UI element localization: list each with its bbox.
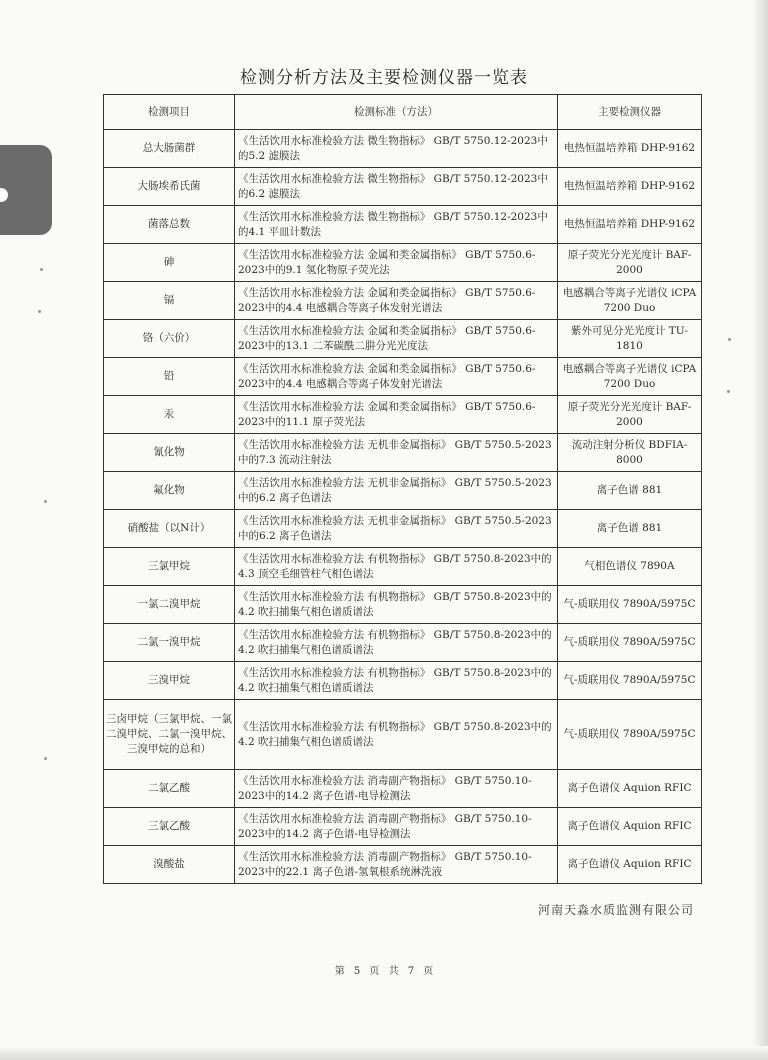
instrument-cell: 气-质联用仪 7890A/5975C xyxy=(558,586,702,624)
scan-speck xyxy=(44,500,47,503)
standard-cell: 《生活饮用水标准检验方法 有机物指标》 GB/T 5750.8-2023中的4.2 吹扫捕集气相色谱质谱法 xyxy=(235,700,558,770)
scan-speck xyxy=(727,390,730,393)
instrument-cell: 原子荧光分光光度计 BAF-2000 xyxy=(558,244,702,282)
side-tab-shadow xyxy=(0,145,52,235)
standard-cell: 《生活饮用水标准检验方法 消毒副产物指标》 GB/T 5750.10-2023中的14.2 离子色谱-电导检测法 xyxy=(235,770,558,808)
table-row xyxy=(104,206,702,244)
table-row xyxy=(104,396,702,434)
item-cell: 三卤甲烷（三氯甲烷、一氯二溴甲烷、二氯一溴甲烷、三溴甲烷的总和） xyxy=(104,700,235,770)
table-row xyxy=(104,624,702,662)
standard-cell: 《生活饮用水标准检验方法 金属和类金属指标》 GB/T 5750.6-2023中的11.1 原子荧光法 xyxy=(235,396,558,434)
instrument-cell: 流动注射分析仪 BDFIA-8000 xyxy=(558,434,702,472)
instrument-cell: 气-质联用仪 7890A/5975C xyxy=(558,700,702,770)
item-cell: 铅 xyxy=(104,358,235,396)
item-cell: 铬（六价） xyxy=(104,320,235,358)
table-header-row xyxy=(104,95,702,130)
item-cell: 菌落总数 xyxy=(104,206,235,244)
item-cell: 大肠埃希氏菌 xyxy=(104,168,235,206)
scan-speck xyxy=(728,338,731,341)
standard-cell: 《生活饮用水标准检验方法 微生物指标》 GB/T 5750.12-2023中的6.2 滤膜法 xyxy=(235,168,558,206)
instrument-cell: 离子色谱仪 Aquion RFIC xyxy=(558,846,702,884)
table-row xyxy=(104,548,702,586)
header-item: 检测项目 xyxy=(104,95,235,130)
table-row xyxy=(104,320,702,358)
standard-cell: 《生活饮用水标准检验方法 有机物指标》 GB/T 5750.8-2023中的4.2 吹扫捕集气相色谱质谱法 xyxy=(235,586,558,624)
standard-cell: 《生活饮用水标准检验方法 金属和类金属指标》 GB/T 5750.6-2023中的4.4 电感耦合等离子体发射光谱法 xyxy=(235,358,558,396)
standard-cell: 《生活饮用水标准检验方法 有机物指标》 GB/T 5750.8-2023中的4.2 吹扫捕集气相色谱质谱法 xyxy=(235,662,558,700)
item-cell: 溴酸盐 xyxy=(104,846,235,884)
standard-cell: 《生活饮用水标准检验方法 微生物指标》 GB/T 5750.12-2023中的4.1 平皿计数法 xyxy=(235,206,558,244)
methods-table xyxy=(103,94,702,884)
standard-cell: 《生活饮用水标准检验方法 无机非金属指标》 GB/T 5750.5-2023中的6.2 离子色谱法 xyxy=(235,472,558,510)
instrument-cell: 电感耦合等离子光谱仪 iCPA 7200 Duo xyxy=(558,358,702,396)
item-cell: 三氯甲烷 xyxy=(104,548,235,586)
table-row xyxy=(104,510,702,548)
instrument-cell: 气-质联用仪 7890A/5975C xyxy=(558,662,702,700)
instrument-cell: 原子荧光分光光度计 BAF-2000 xyxy=(558,396,702,434)
table-row xyxy=(104,472,702,510)
standard-cell: 《生活饮用水标准检验方法 金属和类金属指标》 GB/T 5750.6-2023中的9.1 氢化物原子荧光法 xyxy=(235,244,558,282)
item-cell: 镉 xyxy=(104,282,235,320)
instrument-cell: 电热恒温培养箱 DHP-9162 xyxy=(558,206,702,244)
item-cell: 三氯乙酸 xyxy=(104,808,235,846)
table-row xyxy=(104,846,702,884)
table-row xyxy=(104,358,702,396)
table-row xyxy=(104,808,702,846)
page-edge-shadow xyxy=(752,0,768,1060)
item-cell: 氰化物 xyxy=(104,434,235,472)
table-row xyxy=(104,244,702,282)
scan-speck xyxy=(38,310,41,313)
instrument-cell: 离子色谱 881 xyxy=(558,472,702,510)
table-row xyxy=(104,168,702,206)
standard-cell: 《生活饮用水标准检验方法 金属和类金属指标》 GB/T 5750.6-2023中的13.1 二苯碳酰二肼分光光度法 xyxy=(235,320,558,358)
standard-cell: 《生活饮用水标准检验方法 有机物指标》 GB/T 5750.8-2023中的4.2 吹扫捕集气相色谱质谱法 xyxy=(235,624,558,662)
standard-cell: 《生活饮用水标准检验方法 无机非金属指标》 GB/T 5750.5-2023中的6.2 离子色谱法 xyxy=(235,510,558,548)
standard-cell: 《生活饮用水标准检验方法 有机物指标》 GB/T 5750.8-2023中的4.3 顶空毛细管柱气相色谱法 xyxy=(235,548,558,586)
instrument-cell: 离子色谱 881 xyxy=(558,510,702,548)
standard-cell: 《生活饮用水标准检验方法 无机非金属指标》 GB/T 5750.5-2023中的7.3 流动注射法 xyxy=(235,434,558,472)
table-row xyxy=(104,282,702,320)
header-instrument: 主要检测仪器 xyxy=(558,95,702,130)
instrument-cell: 电热恒温培养箱 DHP-9162 xyxy=(558,130,702,168)
table-row xyxy=(104,434,702,472)
item-cell: 二氯乙酸 xyxy=(104,770,235,808)
standard-cell: 《生活饮用水标准检验方法 消毒副产物指标》 GB/T 5750.10-2023中的22.1 离子色谱-氢氧根系统淋洗液 xyxy=(235,846,558,884)
item-cell: 二氯一溴甲烷 xyxy=(104,624,235,662)
company-name: 河南天淼水质监测有限公司 xyxy=(537,903,694,917)
table-row xyxy=(104,770,702,808)
scan-speck xyxy=(40,268,43,271)
table-row xyxy=(104,130,702,168)
standard-cell: 《生活饮用水标准检验方法 微生物指标》 GB/T 5750.12-2023中的5.2 滤膜法 xyxy=(235,130,558,168)
table-row xyxy=(104,662,702,700)
item-cell: 汞 xyxy=(104,396,235,434)
item-cell: 硝酸盐（以N计） xyxy=(104,510,235,548)
table-row xyxy=(104,586,702,624)
table-row xyxy=(104,700,702,770)
item-cell: 一氯二溴甲烷 xyxy=(104,586,235,624)
page-title: 检测分析方法及主要检测仪器一览表 xyxy=(240,68,528,88)
instrument-cell: 电热恒温培养箱 DHP-9162 xyxy=(558,168,702,206)
instrument-cell: 气相色谱仪 7890A xyxy=(558,548,702,586)
scan-speck xyxy=(44,757,47,760)
instrument-cell: 电感耦合等离子光谱仪 iCPA 7200 Duo xyxy=(558,282,702,320)
page-number: 第 5 页 共 7 页 xyxy=(334,966,434,977)
standard-cell: 《生活饮用水标准检验方法 消毒副产物指标》 GB/T 5750.10-2023中的14.2 离子色谱-电导检测法 xyxy=(235,808,558,846)
instrument-cell: 气-质联用仪 7890A/5975C xyxy=(558,624,702,662)
item-cell: 三溴甲烷 xyxy=(104,662,235,700)
page-edge-shadow xyxy=(0,1046,768,1060)
instrument-cell: 紫外可见分光光度计 TU-1810 xyxy=(558,320,702,358)
header-standard: 检测标准（方法） xyxy=(235,95,558,130)
item-cell: 总大肠菌群 xyxy=(104,130,235,168)
standard-cell: 《生活饮用水标准检验方法 金属和类金属指标》 GB/T 5750.6-2023中的4.4 电感耦合等离子体发射光谱法 xyxy=(235,282,558,320)
item-cell: 砷 xyxy=(104,244,235,282)
instrument-cell: 离子色谱仪 Aquion RFIC xyxy=(558,770,702,808)
instrument-cell: 离子色谱仪 Aquion RFIC xyxy=(558,808,702,846)
item-cell: 氟化物 xyxy=(104,472,235,510)
